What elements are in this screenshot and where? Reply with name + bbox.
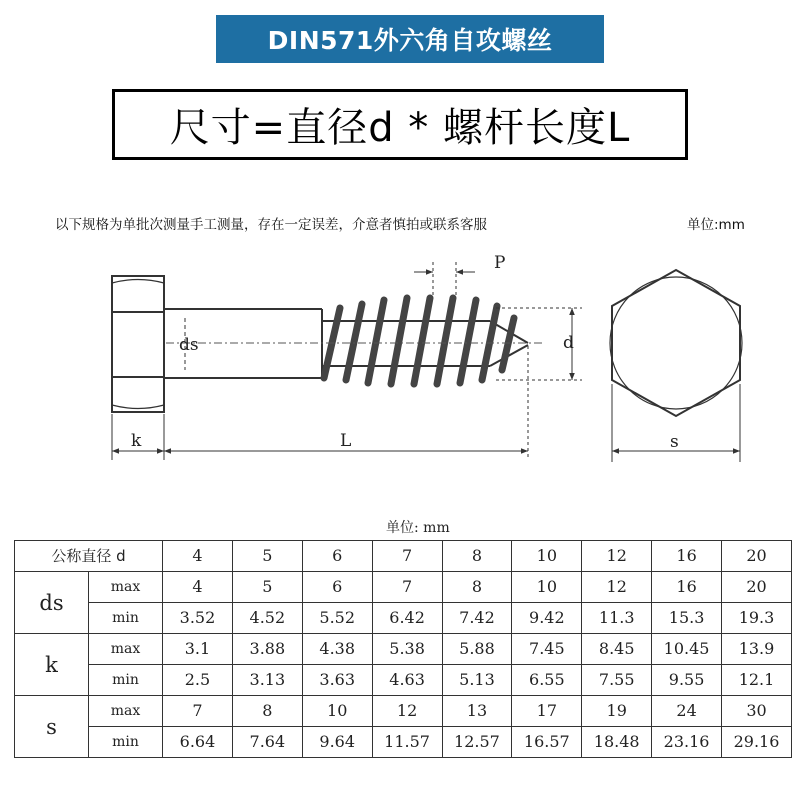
value-cell: 3.13 <box>232 665 302 696</box>
value-cell: 11.3 <box>582 603 652 634</box>
value-cell: 9.55 <box>652 665 722 696</box>
value-cell: 5.52 <box>302 603 372 634</box>
value-cell: 4 <box>163 572 233 603</box>
value-cell: 23.16 <box>652 727 722 758</box>
value-cell: 10.45 <box>652 634 722 665</box>
diameter-cell: 10 <box>512 541 582 572</box>
value-cell: 7 <box>163 696 233 727</box>
value-cell: 10 <box>512 572 582 603</box>
nominal-diameter-header: 公称直径 d <box>15 541 163 572</box>
ds-label: ds <box>179 335 199 355</box>
value-cell: 8 <box>232 696 302 727</box>
value-cell: 10 <box>302 696 372 727</box>
measurement-note: 以下规格为单批次测量手工测量，存在一定误差，介意者慎拍或联系客服 <box>55 217 487 233</box>
l-label: L <box>340 431 352 451</box>
value-cell: 7.55 <box>582 665 652 696</box>
limit-label: max <box>89 634 163 665</box>
table-row <box>15 696 792 727</box>
value-cell: 5.88 <box>442 634 512 665</box>
value-cell: 6 <box>302 572 372 603</box>
value-cell: 12.57 <box>442 727 512 758</box>
value-cell: 12 <box>582 572 652 603</box>
title-banner: DIN571外六角自攻螺丝 <box>216 15 604 63</box>
diameter-cell: 5 <box>232 541 302 572</box>
value-cell: 16 <box>652 572 722 603</box>
value-cell: 7.45 <box>512 634 582 665</box>
table-row <box>15 634 792 665</box>
value-cell: 5.13 <box>442 665 512 696</box>
value-cell: 11.57 <box>372 727 442 758</box>
value-cell: 8 <box>442 572 512 603</box>
value-cell: 9.64 <box>302 727 372 758</box>
parameter-label: ds <box>15 572 89 634</box>
unit-label: 单位:mm <box>687 217 745 233</box>
specification-table <box>14 540 792 758</box>
value-cell: 6.42 <box>372 603 442 634</box>
value-cell: 5 <box>232 572 302 603</box>
value-cell: 2.5 <box>163 665 233 696</box>
parameter-label: k <box>15 634 89 696</box>
value-cell: 17 <box>512 696 582 727</box>
value-cell: 30 <box>722 696 792 727</box>
value-cell: 6.64 <box>163 727 233 758</box>
limit-label: min <box>89 603 163 634</box>
value-cell: 4.52 <box>232 603 302 634</box>
value-cell: 13.9 <box>722 634 792 665</box>
value-cell: 19 <box>582 696 652 727</box>
value-cell: 4.38 <box>302 634 372 665</box>
table-header-row <box>15 541 792 572</box>
value-cell: 13 <box>442 696 512 727</box>
value-cell: 4.63 <box>372 665 442 696</box>
value-cell: 18.48 <box>582 727 652 758</box>
value-cell: 12.1 <box>722 665 792 696</box>
table-row <box>15 572 792 603</box>
hex-end-view <box>610 270 742 416</box>
table-unit-label: 单位: mm <box>386 520 450 536</box>
diameter-cell: 16 <box>652 541 722 572</box>
diameter-cell: 12 <box>582 541 652 572</box>
table-row <box>15 665 792 696</box>
value-cell: 12 <box>372 696 442 727</box>
value-cell: 15.3 <box>652 603 722 634</box>
table-row <box>15 727 792 758</box>
value-cell: 3.52 <box>163 603 233 634</box>
d-label: d <box>563 333 574 353</box>
value-cell: 8.45 <box>582 634 652 665</box>
value-cell: 24 <box>652 696 722 727</box>
value-cell: 5.38 <box>372 634 442 665</box>
value-cell: 3.1 <box>163 634 233 665</box>
value-cell: 20 <box>722 572 792 603</box>
diameter-cell: 7 <box>372 541 442 572</box>
value-cell: 7 <box>372 572 442 603</box>
k-label: k <box>131 431 142 451</box>
limit-label: max <box>89 572 163 603</box>
value-cell: 16.57 <box>512 727 582 758</box>
value-cell: 9.42 <box>512 603 582 634</box>
s-label: s <box>670 432 679 452</box>
thread-crests <box>324 298 514 384</box>
size-formula: 尺寸=直径d * 螺杆长度L <box>112 89 688 160</box>
diameter-cell: 4 <box>163 541 233 572</box>
p-label: P <box>494 253 506 273</box>
value-cell: 19.3 <box>722 603 792 634</box>
limit-label: min <box>89 727 163 758</box>
diameter-cell: 6 <box>302 541 372 572</box>
value-cell: 6.55 <box>512 665 582 696</box>
table-row <box>15 603 792 634</box>
diameter-cell: 8 <box>442 541 512 572</box>
value-cell: 3.63 <box>302 665 372 696</box>
diameter-cell: 20 <box>722 541 792 572</box>
limit-label: max <box>89 696 163 727</box>
parameter-label: s <box>15 696 89 758</box>
value-cell: 3.88 <box>232 634 302 665</box>
value-cell: 7.64 <box>232 727 302 758</box>
value-cell: 7.42 <box>442 603 512 634</box>
value-cell: 29.16 <box>722 727 792 758</box>
limit-label: min <box>89 665 163 696</box>
